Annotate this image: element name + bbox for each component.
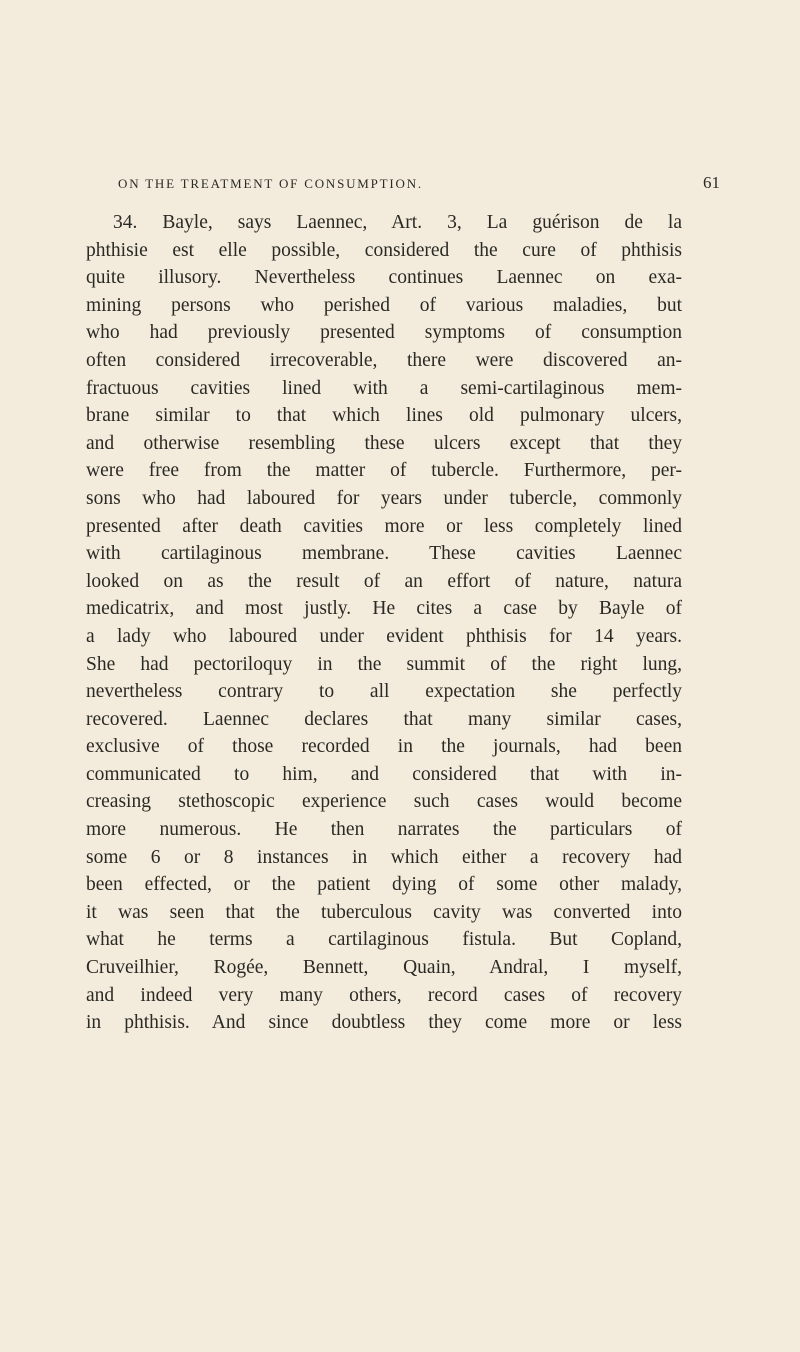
text-line: it was seen that the tuberculous cavity was converted into <box>86 901 682 923</box>
text-line: looked on as the result of an effort of nature, natura <box>86 570 682 592</box>
text-line: what he terms a cartilaginous fistula. But Copland, <box>86 929 682 951</box>
text-line: mining persons who perished of various maladies, but <box>86 294 682 316</box>
text-line: a lady who laboured under evident phthisis for 14 years. <box>86 625 682 647</box>
text-line: some 6 or 8 instances in which either a recovery had <box>86 846 682 868</box>
text-line: recovered. Laennec declares that many similar cases, <box>86 708 682 730</box>
text-line: more numerous. He then narrates the particulars of <box>86 819 682 841</box>
text-line: with cartilaginous membrane. These cavities Laennec <box>86 543 682 565</box>
text-line: sons who had laboured for years under tubercle, commonly <box>86 487 682 509</box>
text-line: in phthisis. And since doubtless they come more or less <box>86 1012 682 1034</box>
text-line: exclusive of those recorded in the journals, had been <box>86 736 682 758</box>
running-title: ON THE TREATMENT OF CONSUMPTION. <box>118 176 423 191</box>
text-line: phthisie est elle possible, considered the cure of phthisis <box>86 239 682 261</box>
text-line: 34. Bayle, says Laennec, Art. 3, La guérison de la <box>113 212 682 233</box>
text-line: creasing stethoscopic experience such cases would become <box>86 791 682 813</box>
text-line: and otherwise resembling these ulcers except that they <box>86 432 682 454</box>
text-line: presented after death cavities more or less completely lined <box>86 515 682 537</box>
text-line: been effected, or the patient dying of some other malady, <box>86 874 682 896</box>
text-line: medicatrix, and most justly. He cites a case by Bayle of <box>86 598 682 620</box>
body-paragraph <box>86 209 682 1037</box>
text-line: nevertheless contrary to all expectation she perfectly <box>86 681 682 703</box>
text-line: communicated to him, and considered that with in- <box>86 763 682 785</box>
text-line: were free from the matter of tubercle. Furthermore, per- <box>86 460 682 482</box>
text-line: She had pectoriloquy in the summit of the right lung, <box>86 653 682 675</box>
page-number: 61 <box>703 173 720 192</box>
text-line: and indeed very many others, record cases of recovery <box>86 984 682 1006</box>
text-line: who had previously presented symptoms of consumption <box>86 322 682 344</box>
text-line: Cruveilhier, Rogée, Bennett, Quain, Andral, I myself, <box>86 957 682 979</box>
text-line: often considered irrecoverable, there were discovered an- <box>86 349 682 371</box>
text-line: brane similar to that which lines old pulmonary ulcers, <box>86 405 682 427</box>
text-line: fractuous cavities lined with a semi-cartilaginous mem- <box>86 377 682 399</box>
text-line: quite illusory. Nevertheless continues Laennec on exa- <box>86 267 682 289</box>
running-head <box>118 173 720 196</box>
